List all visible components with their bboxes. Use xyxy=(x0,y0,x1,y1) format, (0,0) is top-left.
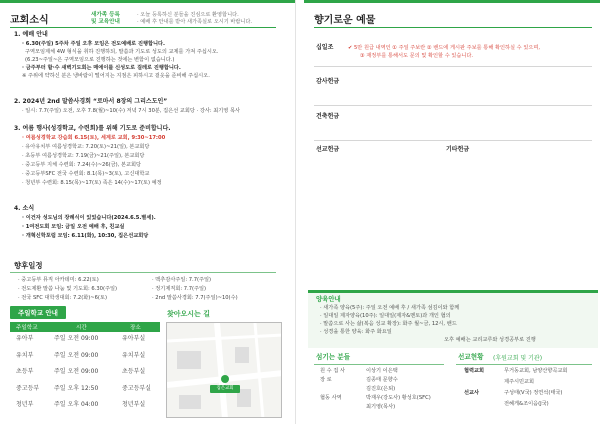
sunday-school-row-place: 유치부실 xyxy=(122,351,146,359)
worship-notice-line-2: 구역모임제체 4W 형식을 취하 진행하되, 말씀과 기도로 성도의 교제를 가져 주십시오. xyxy=(25,49,219,55)
sunday-school-col-place: 장소 xyxy=(130,325,141,331)
summer-events-line-3: · 초등부 여름성경학교: 7.19(금)~21(주일), 본교회당 xyxy=(22,153,145,159)
server-names: 이상기 이은택 xyxy=(366,368,398,374)
map-title: 찾아오시는 길 xyxy=(167,310,211,318)
nurture-line-5: 오후 예배는 교리교루와 성경공부로 진행 xyxy=(444,337,536,343)
missions-title: 선교현황 xyxy=(458,353,484,361)
mission-label: 협력교회 xyxy=(464,368,485,374)
servers-title: 섬기는 분들 xyxy=(316,353,351,361)
welcome-label-2: 및 교육안내 xyxy=(91,19,120,25)
church-news-underline xyxy=(10,27,276,28)
mission-value: 제주시민교회 xyxy=(504,379,535,385)
offering-line-1 xyxy=(314,66,592,67)
schedule-right-1: · 맥추감사주일: 7.7(주일) xyxy=(152,277,212,283)
mission-label: 선교사 xyxy=(464,390,480,396)
summer-events-line-5: · 중고등부SFC 전국 수련회: 8.1(목)~3(토), 고신대학교 xyxy=(22,171,150,177)
offering-note-2: ③ 재정부를 통해서도 문의 및 확인할 수 있습니다. xyxy=(360,53,474,59)
sunday-school-row-time: 주일 오후 12:50 xyxy=(54,384,99,392)
schedule-right-2: · 정기제직회: 7.7(주일) xyxy=(152,286,207,292)
sunday-school-row-name: 유치부 xyxy=(16,351,34,359)
news-line-2: · 1여전도회 모임: 금일 오전 예배 후, 친교실 xyxy=(22,224,125,230)
offering-title: 향기로운 예물 xyxy=(314,15,376,26)
worship-notice-line-1: · 6.30(주일) 5주차 주일 오후 모임은 전도예배로 진행합니다. xyxy=(22,41,165,47)
sunday-school-col-name: 주일학교 xyxy=(16,325,38,331)
news-line-1: · 이건자 성도님의 장례식이 있었습니다(2024.6.5.별세). xyxy=(22,215,156,221)
sunday-school-col-time: 시간 xyxy=(76,325,87,331)
nurture-line-1: · 새가족 양육(5주): 주일 오전 예배 후 / 새가족 섬김이와 함께 xyxy=(320,305,460,311)
mission-value: 전혜게&조이음(J국) xyxy=(504,401,549,407)
server-names: 박재우(강도사) 황성호(SFC) xyxy=(366,395,431,401)
sunday-school-row-place: 청년부실 xyxy=(122,401,146,408)
nurture-line-2: · 일대일 제자양육(10주): 일대일(제자&멘토)과 개인 협의 xyxy=(320,313,451,319)
welcome-label-1: 새가족 등록 xyxy=(91,12,120,18)
offering-line-3 xyxy=(314,140,592,141)
sunday-school-row-name: 유아부 xyxy=(16,335,34,342)
welcome-line-2: · 예배 후 안내를 받아 새가족실로 오시기 바랍니다. xyxy=(137,19,253,25)
schedule-right-3: · 2nd 말씀사경회: 7.7(주일)~10(수) xyxy=(152,295,238,301)
schedule-left-1: · 중고등부 뮤직 아카데미: 6.22(토) xyxy=(18,277,99,283)
sunday-school-row-time: 주일 오후 04:00 xyxy=(54,401,99,408)
sunday-school-pill: 주일학교 안내 xyxy=(10,306,66,319)
summer-events-line-4: · 중고등부 지체 수련회: 7.24(수)~26(금), 본교회당 xyxy=(22,162,142,168)
server-names: 김종태 문향수 xyxy=(366,377,398,383)
worship-notice-line-5: ※ 주위에 약하신 분은 냉바람이 떨어지는 지점은 피하시고 겉옷을 준비해 주십시오. xyxy=(22,73,210,79)
sunday-school-row-name: 청년부 xyxy=(16,401,34,408)
schedule-title: 향후일정 xyxy=(14,261,43,270)
sermon-series-heading: 2. 2024년 2nd 말씀사경회 “로마서 8장의 그리스도인” xyxy=(14,98,168,105)
missions-subtitle: (후원교회 및 기관) xyxy=(493,355,543,362)
worship-notice-line-3: (6.23~주일~은 구역모임으로 진행하는 것에는 변함이 없습니다.) xyxy=(25,57,175,63)
offering-row-thanks: 감사헌금 xyxy=(316,78,340,85)
summer-events-line-6: · 청년부 수련회: 8.15(목)~17(토) 족은 14(수)~17(토) 예정 xyxy=(22,180,162,186)
server-role: 원 수 집 사 xyxy=(320,368,345,374)
left-page xyxy=(0,0,296,424)
server-names: 최기영(목사) xyxy=(366,404,396,410)
map-pin-label: 집은교회 xyxy=(216,386,234,391)
server-role: 장 로 xyxy=(320,377,332,383)
sunday-school-row-place: 초등부실 xyxy=(122,368,146,375)
sunday-school-row-place: 중고등부실 xyxy=(122,384,151,392)
sunday-school-table-header xyxy=(10,322,160,332)
directions-map xyxy=(166,322,282,418)
offering-row-other: 기타헌금 xyxy=(446,146,470,153)
right-page xyxy=(304,0,600,424)
offering-row-mission: 선교헌금 xyxy=(316,146,340,153)
nurture-line-3: · 말씀으로 사는 삶(복음 성교 확장): 화주 월~금, 12시, 밴드 xyxy=(320,321,457,327)
sunday-school-row-name: 초등부 xyxy=(16,368,34,375)
church-news-title: 교회소식 xyxy=(10,15,49,26)
mission-value: 구성태(V국) 정연석(태국) xyxy=(504,390,563,396)
right-top-accent-bar xyxy=(304,0,600,3)
sunday-school-row-name: 중고등부 xyxy=(16,384,40,392)
worship-notice-line-4: · 금주부터 할·수 새벽기도회는 매에이를 신성도로 걸레로 진행합니다. xyxy=(22,65,181,71)
map-graphic xyxy=(167,323,282,418)
sunday-school-row-time: 주일 오전 09:00 xyxy=(54,368,99,375)
offering-underline xyxy=(314,27,592,28)
summer-events-line-1: · 여름성경학교 강습회 6.15(토), 세계로 교회, 9:30~17:00 xyxy=(22,135,166,141)
missions-rule xyxy=(456,364,592,365)
left-top-accent-bar xyxy=(0,0,295,3)
schedule-left-2: · 전도제환 말씀 나눔 및 기도회: 6.30(주일) xyxy=(18,286,118,292)
servers-rule xyxy=(314,364,444,365)
sunday-school-row-time: 주일 오전 09:00 xyxy=(54,351,99,359)
offering-note-1: ✔ 5만 원급 내역인 ① 주일 주보란 ② 밴드에 게시판 주보를 통해 확인하실 수 있으며, xyxy=(348,45,541,51)
mission-value: 무거동교회, 남양산향곡교회 xyxy=(504,368,568,374)
news-line-3: · 개혁신학포럼 모임: 6.11(화), 10:30, 집은선교회당 xyxy=(22,233,149,239)
offering-tithe-label: 십일조 xyxy=(316,44,334,51)
nurture-line-4: · 성경을 통한 양육: 화주 화요일 xyxy=(320,329,392,335)
schedule-left-3: · 전국 SFC 대학생대회: 7.2(화)~6(토) xyxy=(18,295,107,301)
sermon-series-line-1: · 일시: 7.7(주일) 오전, 오후 7.8(월)~10(수) 저녁 7시 30분, 집은선 교회당 · 강사: 최기영 목사 xyxy=(22,108,240,114)
server-role: 협동 사역 xyxy=(320,395,342,401)
offering-row-building: 건축헌금 xyxy=(316,113,340,120)
news-heading: 4. 소식 xyxy=(14,205,35,212)
schedule-rule xyxy=(10,272,276,273)
summer-events-heading: 3. 여름 행사(성경학교, 수련회)를 위해 기도로 준비합니다. xyxy=(14,125,171,132)
summer-events-line-2: · 유아유치부 여름성경학교: 7.20(토)~21(일), 본교회당 xyxy=(22,144,150,150)
sunday-school-row-place: 유아부실 xyxy=(122,335,146,342)
offering-line-2 xyxy=(314,105,592,106)
sunday-school-row-time: 주일 오전 09:00 xyxy=(54,335,99,342)
server-names: 김진호(은퇴) xyxy=(366,386,396,392)
nurture-title: 양육안내 xyxy=(316,295,341,303)
worship-notice-heading: 1. 예배 안내 xyxy=(14,31,48,38)
welcome-line-1: · 오늘 등록하신 분들을 진심으로 환영합니다. xyxy=(137,12,239,18)
